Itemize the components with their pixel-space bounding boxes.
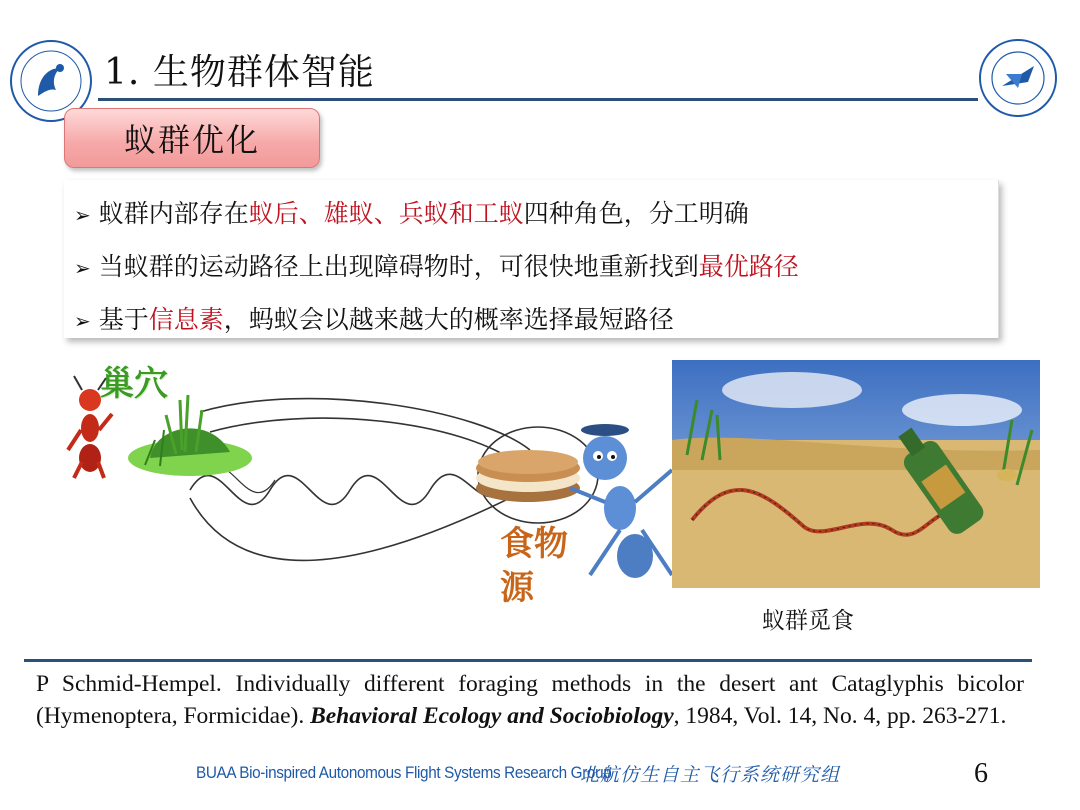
path-wavy	[190, 474, 510, 504]
photo-caption: 蚁群觅食	[762, 608, 854, 634]
bullet-item: ➢ 当蚁群的运动路径上出现障碍物时，可很快地重新找到最优路径	[74, 252, 799, 281]
footer-group-en: BUAA Bio-inspired Autonomous Flight Systems Research Group	[196, 763, 612, 782]
page-number: 6	[974, 758, 988, 789]
footer-divider	[24, 659, 1032, 662]
citation: P Schmid-Hempel. Individually different foraging methods in the desert ant Cataglyphis bicolor (Hymenoptera, Formicidae). Behavioral Ecology and Sociobiology, 1984, Vol. 14, No. 4, pp. 263-271.	[36, 671, 1024, 729]
path-diagram	[60, 370, 680, 610]
food-cookie-icon	[476, 450, 580, 502]
bullet-list	[64, 180, 999, 338]
ant-icon	[570, 424, 672, 578]
bullet-item: ➢ 蚁群内部存在蚁后、雄蚁、兵蚁和工蚁四种角色，分工明确	[74, 199, 749, 228]
arrow-bullet-icon: ➢	[74, 256, 91, 280]
nest-label: 巢穴	[100, 364, 168, 404]
page-title: 1. 生物群体智能	[104, 52, 375, 93]
bullet-item: ➢ 基于信息素，蚂蚁会以越来越大的概率选择最短路径	[74, 305, 674, 334]
footer-group-cn: 北航仿生自主飞行系统研究组	[580, 764, 841, 786]
header-divider	[98, 98, 978, 101]
university-logo-icon	[978, 38, 1058, 118]
section-badge: 蚁群优化	[64, 108, 320, 168]
path-upper	[210, 418, 520, 465]
nest-icon	[128, 395, 252, 476]
arrow-bullet-icon: ➢	[74, 203, 91, 227]
arrow-bullet-icon: ➢	[74, 309, 91, 333]
food-label: 食物源	[500, 524, 568, 608]
ant-foraging-photo	[672, 360, 1040, 588]
